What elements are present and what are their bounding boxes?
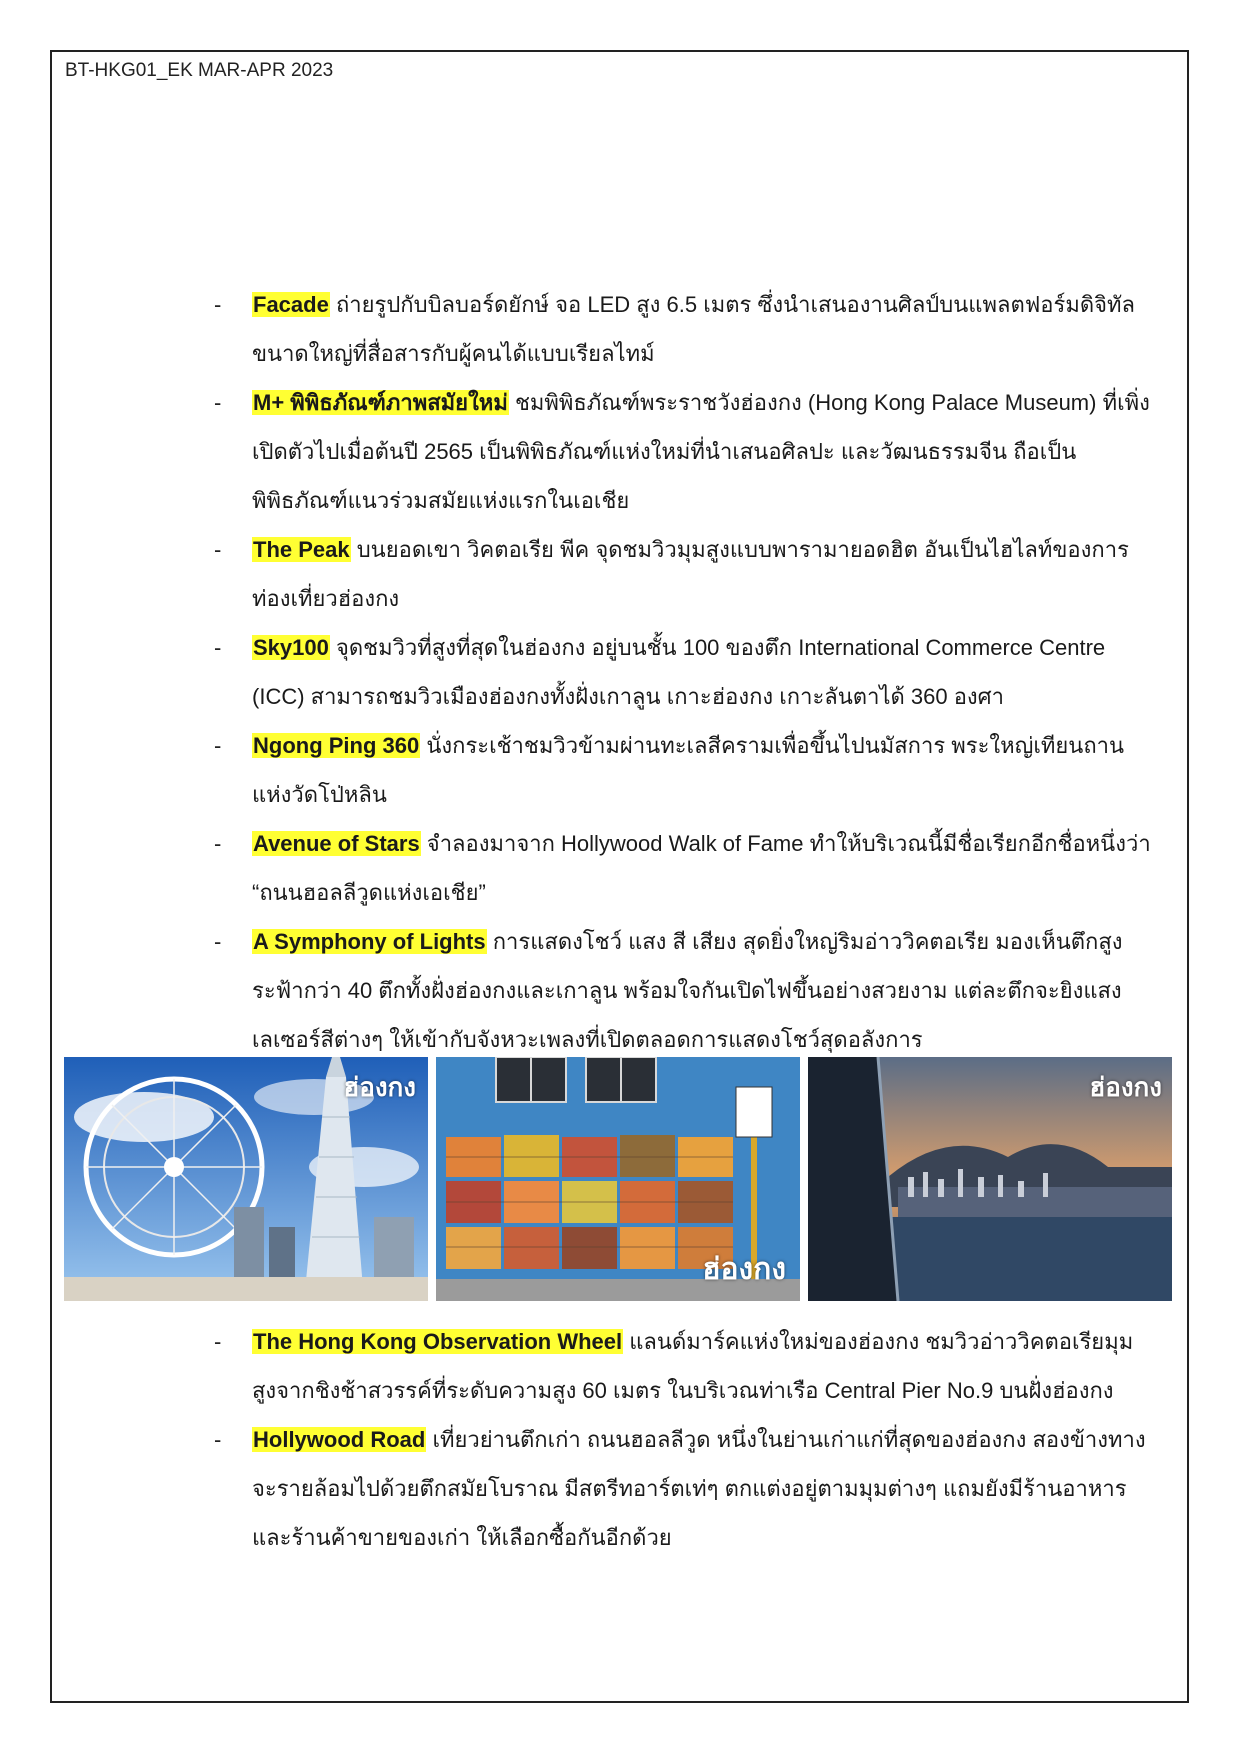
- bullet-dash: -: [214, 733, 222, 758]
- list-item: [214, 623, 1154, 721]
- item-title: Ngong Ping 360: [253, 733, 420, 758]
- observation-wheel-photo: [64, 1057, 428, 1301]
- item-text: จุดชมวิวที่สูงที่สุดในฮ่องกง อยู่บนชั้น 100 ของตึก International Commerce Centre (ICC) สามารถชมวิวเมืองฮ่องกงทั้งฝั่งเกาลูน เกาะฮ่องกง เกาะลันตาได้ 360 องศา: [252, 635, 1106, 709]
- harbour-view-photo: [808, 1057, 1172, 1301]
- item-text: ชมพิพิธภัณฑ์พระราชวังฮ่องกง (Hong Kong Palace Museum) ที่เพิ่งเปิดตัวไปเมื่อต้นปี 2565 เป็นพิพิธภัณฑ์แห่งใหม่ที่นำเสนอศิลปะ และวัฒนธรรมจีน ถือเป็นพิพิธภัณฑ์แนวร่วมสมัยแห่งแรกในเอเชีย: [252, 390, 1150, 513]
- item-text: จำลองมาจาก Hollywood Walk of Fame ทำให้บริเวณนี้มีชื่อเรียกอีกชื่อหนึ่งว่า “ถนนฮอลลีวูดแห่งเอเชีย”: [252, 831, 1151, 905]
- bullet-dash: -: [214, 390, 222, 415]
- item-text: บนยอดเขา วิคตอเรีย พีค จุดชมวิวมุมสูงแบบพารามายอดฮิต อันเป็นไฮไลท์ของการท่องเที่ยวฮ่องกง: [252, 537, 1129, 611]
- bullet-dash: -: [214, 1427, 222, 1452]
- item-title: Facade: [253, 292, 329, 317]
- list-item: [214, 1317, 1154, 1415]
- bullet-dash: -: [214, 929, 222, 954]
- item-title: The Peak: [253, 537, 350, 562]
- list-item: [214, 280, 1154, 378]
- bullet-dash: -: [214, 292, 222, 317]
- list-item: [214, 721, 1154, 819]
- list-item: [214, 378, 1154, 525]
- list-item: [214, 525, 1154, 623]
- item-text: แลนด์มาร์คแห่งใหม่ของฮ่องกง ชมวิวอ่าววิคตอเรียมุมสูงจากชิงช้าสวรรค์ที่ระดับความสูง 60 เมตร ในบริเวณท่าเรือ Central Pier No.9 บนฝั่งฮ่องกง: [252, 1329, 1134, 1403]
- list-item: [214, 1415, 1154, 1562]
- photo-watermark: ฮ่องกง: [1089, 1072, 1162, 1102]
- bullet-dash: -: [214, 635, 222, 660]
- item-title: Avenue of Stars: [253, 831, 420, 856]
- item-text: นั่งกระเช้าชมวิวข้ามผ่านทะเลสีครามเพื่อขึ้นไปนมัสการ พระใหญ่เทียนถานแห่งวัดโป่หลิน: [252, 733, 1125, 807]
- list-item: [214, 819, 1154, 917]
- photo-watermark: ฮ่องกง: [702, 1253, 786, 1286]
- item-text: ถ่ายรูปกับบิลบอร์ดยักษ์ จอ LED สูง 6.5 เมตร ซึ่งนำเสนองานศิลป์บนแพลตฟอร์มดิจิทัลขนาดใหญ่ที่สื่อสารกับผู้คนได้แบบเรียลไทม์: [252, 292, 1135, 366]
- item-title: Hollywood Road: [253, 1427, 426, 1452]
- item-text: การแสดงโชว์ แสง สี เสียง สุดยิ่งใหญ่ริมอ่าววิคตอเรีย มองเห็นตึกสูงระฟ้ากว่า 40 ตึกทั้งฝั่งฮ่องกงและเกาลูน พร้อมใจกันเปิดไฟขึ้นอย่างสวยงาม แต่ละตึกจะยิงแสงเลเซอร์สีต่างๆ ให้เข้ากับจังหวะเพลงที่เปิดตลอดการแสดงโชว์สุดอลังการ: [252, 929, 1123, 1052]
- item-title: M+ พิพิธภัณฑ์ภาพสมัยใหม่: [253, 390, 508, 415]
- item-text: เที่ยวย่านตึกเก่า ถนนฮอลลีวูด หนึ่งในย่านเก่าแก่ที่สุดของฮ่องกง สองข้างทางจะรายล้อมไปด้วยตึกสมัยโบราณ มีสตรีทอาร์ตเท่ๆ ตกแต่งอยู่ตามมุมต่างๆ แถมยังมีร้านอาหาร และร้านค้าขายของเก่า ให้เลือกซื้อกันอีกด้วย: [252, 1427, 1146, 1550]
- photo-watermark: ฮ่องกง: [343, 1072, 416, 1102]
- photo-strip: [64, 1057, 1173, 1301]
- attractions-list-top: [214, 280, 1154, 1064]
- bullet-dash: -: [214, 831, 222, 856]
- bullet-dash: -: [214, 537, 222, 562]
- item-title: A Symphony of Lights: [253, 929, 486, 954]
- list-item: [214, 917, 1154, 1064]
- street-art-wall-photo: [436, 1057, 800, 1301]
- bullet-dash: -: [214, 1329, 222, 1354]
- item-title: The Hong Kong Observation Wheel: [253, 1329, 623, 1354]
- attractions-list-bottom: [214, 1317, 1154, 1562]
- document-code: BT-HKG01_EK MAR-APR 2023: [65, 60, 334, 81]
- item-title: Sky100: [253, 635, 329, 660]
